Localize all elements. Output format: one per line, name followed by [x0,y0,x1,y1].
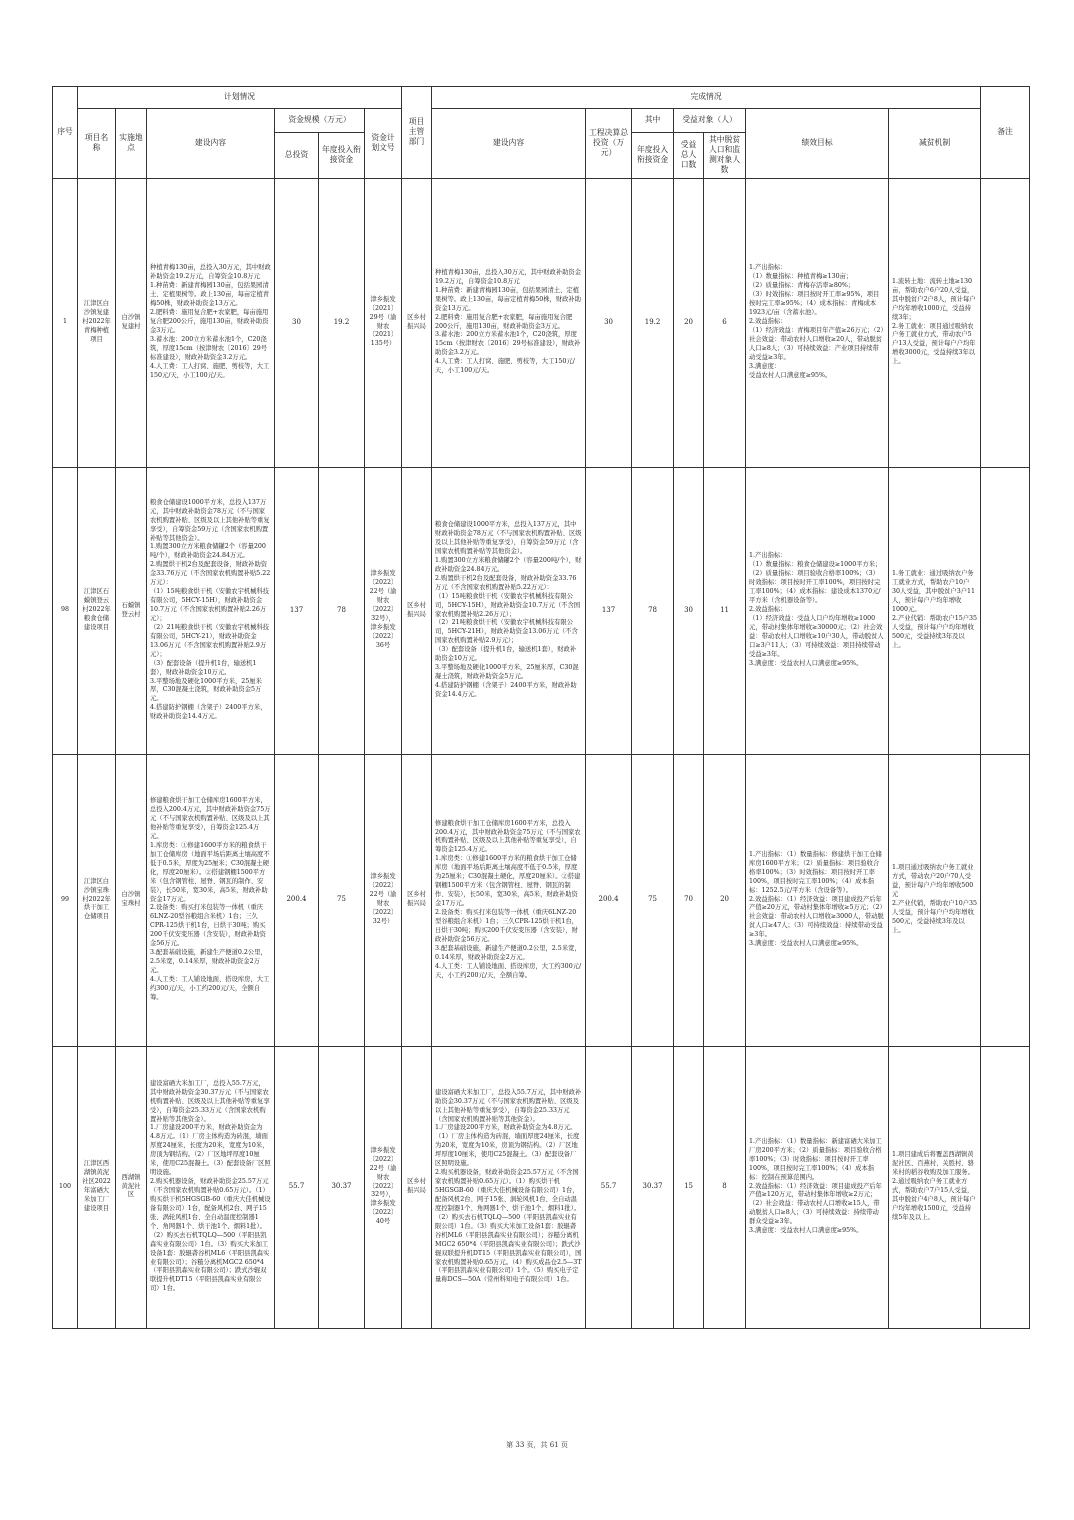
row-seq: 98 [53,467,78,754]
row-final-invest: 137 [586,467,632,754]
row-benef-poor: 11 [704,467,746,754]
row-dept: 区乡村振兴局 [402,1046,432,1328]
row-fund-doc: 津乡振发〔2022〕22号（渝财农〔2022〕32号） [365,754,402,1046]
header-poverty-mech: 减贫机制 [889,109,981,179]
row-fund-doc: 津乡振发〔2022〕22号（渝财农〔2022〕32号），津乡振发〔2022〕36号 [365,467,402,754]
header-done-annual-fund: 年度投入衔接资金 [632,133,674,179]
header-benef-poor: 其中脱贫人口和监测对象人数 [704,133,746,179]
row-final-invest: 55.7 [586,1046,632,1328]
header-done-content: 建设内容 [432,109,586,179]
header-remark: 备注 [981,87,1030,179]
row-remark [981,178,1030,467]
header-fund-doc: 资金计划文号 [365,109,402,179]
row-project-name: 江津区石蟆镇登云村2022年粮食仓储建设项目 [78,467,116,754]
row-project-name: 江津区白沙镇宝珠村2022年烘干加工仓储项目 [78,754,116,1046]
row-seq: 100 [53,1046,78,1328]
row-seq: 99 [53,754,78,1046]
header-fund-scale: 资金规模（万元） [275,109,365,133]
header-seq: 序号 [53,87,78,179]
row-poverty-mech: 1.务工就业：通过吸纳农户务工就业方式，帮助农户10户30人受益，其中脱贫户3户11人，预计每户户均年增收1000元。 2.产业代销：帮助农户15户35人受益，预计每户户均年增收500元，受益持续3年及以上。 [889,467,981,754]
header-plan-group: 计划情况 [78,87,402,109]
row-total-invest: 30 [275,178,319,467]
row-dept: 区乡村振兴局 [402,467,432,754]
row-poverty-mech: 1.项目建成后将覆盖西湖镇黄泥社区、百燕村、关胜村、骆米村的稻谷收购及加工服务。 2.通过吸纳农户务工就业方式，帮助农户7户15人受益，其中脱贫户4户8人，预计每户户均年增收1500元，受益持续5年及以上。 [889,1046,981,1328]
row-remark [981,467,1030,754]
row-annual-fund: 19.2 [319,178,365,467]
header-dept: 项目主管部门 [402,87,432,179]
row-annual-fund: 30.37 [319,1046,365,1328]
row-final-invest: 30 [586,178,632,467]
row-done-annual-fund: 19.2 [632,178,674,467]
row-content: 种植青梅130亩，总投入30万元，其中财政补助资金19.2万元，自筹资金10.8万元 1.种苗费：新建青梅园130亩，包括果园清土、定植果树等。政上130亩，每亩定植青梅50株，财政补助资金13万元。 2.肥料费：施用复合肥+农家肥，每亩施用复合肥200公斤，施用130亩，财政补助资金3万元。 3.蓄水池：200立方米蓄水池1个，C20浇筑，厚度15cm（按津财农〔2016〕29号标准建设），财政补助资金3.2万元。 4.人工费：工人打窝、施肥、剪枝等，大工150元/天，小工100元/天。 [147,178,275,467]
row-fund-doc: 津乡振发〔2021〕29号（渝财农〔2021〕135号） [365,178,402,467]
row-done-annual-fund: 30.37 [632,1046,674,1328]
row-benef-total: 70 [674,754,704,1046]
row-done-annual-fund: 78 [632,467,674,754]
row-content: 粮食仓储建设1000平方米，总投入137万元，其中财政补助资金78万元（不与国家农机购置补贴、区级及以上其他补贴等重复享受），自筹资金59万元（含国家农机购置补贴等其他资金）。 1.购置300立方米粮食储罐2个（容量200吨/个），财政补助资金24.84万元。 2.购置烘干机2台及配套设备，财政补助资金33.76万元（不含国家农机购置补贴5.22万元）： （1）15吨粮食烘干机（安徽农宇机械科技有限公司，5HCY-15H），财政补助资金10.7万元（不含国家农机购置补贴2.26万元）； （2）21吨粮食烘干机（安徽农宇机械科技有限公司，5HCY-21），财政补助资金13.06万元（不含国家农机购置补贴2.9万元）； （3）配套设备（提升机1台，输送机1套），财政补助资金10万元。 3.平整场地及硬化1000平方米，25厘米厚，C30混凝土浇筑，财政补助资金5万元。 4.搭建防护钢棚（含架子）2400平方米，财政补助资金14.4万元。 [147,467,275,754]
row-location: 白沙镇复建村 [116,178,147,467]
row-content: 建设富硒大米加工厂，总投入55.7万元，其中财政补助资金30.37万元（不与国家农机购置补贴、区级及以上其他补贴等重复享受），自筹资金25.33万元（含国家农机购置补贴等其他资金）。 1.厂房建设200平方米，财政补助资金为4.8万元。（1）厂房主体构造为砖混，墙面厚度24厘米，长度为20米，宽度为10米，房顶为钢结构。（2）厂区地坪厚度10厘米，使用C25混凝土。（3）配套设备厂区照明设施。 2.购买机器设备，财政补助资金25.57万元（不含国家农机购置补贴0.65万元）。（1）购买烘干机5HGSGB-60（重庆大佳机械设备有限公司）1台，配备风机2台、网子15张、涡轮风机1台、全自动温度控制器1个、角网器1个、烘干池1个、烟料1批）。（2）购买去石机TQLQ—500（平阳县凯森实业有限公司）1台。（3）购买大米加工设备1套：胶辊砻谷机ML6（平阳县凯森实业有限公司）；谷糙分离机MGC2 650*4（平阳县凯森实业有限公司）；跌式沙辊双联提升机DT15（平阳县凯森实业有限公司）1台。 [147,1046,275,1328]
row-location: 西湖镇黄泥社区 [116,1046,147,1328]
row-benef-poor: 8 [704,1046,746,1328]
row-done-annual-fund: 75 [632,754,674,1046]
row-done-content: 修建粮食烘干加工仓储库房1600平方米，总投入200.4万元，其中财政补助资金75万元（不与国家农机购置补贴、区级及以上其他补贴等重复享受），自筹资金125.4万元。 1.库房类：①修建1600平方米的粮食烘干加工仓储库房（地面平场后距离土壤高度不低于0.5米，厚度为25厘米；C30混凝土硬化，厚度20厘米）。②搭建钢棚1500平方米（包含钢管柱、屋脊、钢瓦的制作、安装），长50米，宽30米，高5米，财政补助资金17万元。 2.设备类：购买打米包装等一体机（重庆6LNZ-20型谷粮组合米机）1台；三久CPR-125烘干机1台，日烘干30吨；购买200千伏安变压器（含安装），财政补助资金56万元。 3.配套基础设施，新建生产便道0.2公里，2.5米宽，0.14米厚，财政补助资金2万元。 4.人工类：工人铺设地面、搭设库房，大工约300元/天，小工约200元/天，全额自筹。 [432,754,586,1046]
row-seq: 1 [53,178,78,467]
row-dept: 区乡村振兴局 [402,754,432,1046]
project-table [52,86,1030,1329]
row-perf-target: 1.产出指标： （1）数量指标：粮食仓储建设≥1000平方米；（2）质量指标：项目验收合格率100%；（3）时效指标：项目按时开工率100%，项目按时完工率100%；（4）成本指标：建设成本1370元/平方米（含机器设备等）。 2.效益指标： （1）经济效益：受益人口户均年增收≥1000元，带动村集体年增收≥30000元；（2）社会效益：带动农村人口增收≥10户30人，带动脱贫人口≥3户11人；（3）可持续效益：项目持续带动受益≥3年。 3.满意度：受益农村人口满意度≥95%。 [746,467,889,754]
table-row [53,1046,1030,1328]
header-perf-target: 绩效目标 [746,109,889,179]
row-benef-total: 20 [674,178,704,467]
header-content: 建设内容 [147,109,275,179]
row-dept: 区乡村振兴局 [402,178,432,467]
row-benef-poor: 6 [704,178,746,467]
row-total-invest: 55.7 [275,1046,319,1328]
header-beneficiary: 受益对象（人） [674,109,746,133]
row-perf-target: 1.产出指标：（1）数量指标：修建烘干加工仓储库房1600平方米；（2）质量指标：项目验收合格率100%；（3）时效指标：项目按时开工率100%，项目按时完工率100%；（4）成本指标：1252.5元/平方米（含设备等）。 2.效益指标：（1）经济效益：项目建成投产后年产值≥20万元，带动村集体年增收≥5万元；（2）社会效益：带动农村人口增收≥3000人，带动脱贫人口≥47人；（3）可持续效益：持续带动受益≥3年。 3.满意度：受益农村人口满意度≥95%。 [746,754,889,1046]
row-annual-fund: 75 [319,754,365,1046]
table-row [53,178,1030,467]
row-perf-target: 1.产出指标： （1）数量指标：种植青梅≥130亩； （2）质量指标：青梅存活率≥80%； （3）时效指标：项目按时开工率≥95%，项目按时完工率≥95%；（4）成本指标：青梅成本1923元/亩（含蓄水池）。 2.效益指标： （1）经济效益：青梅项目年产值≥26万元；（2）社会效益：带动农村人口增收≥20人，带动脱贫人口≥8人；（3）可持续效益：产业项目持续带动受益≥3年。 3.满意度： 受益农村人口满意度≥95%。 [746,178,889,467]
row-location: 白沙镇宝珠村 [116,754,147,1046]
header-total-invest: 总投资 [275,133,319,179]
row-done-content: 种植青梅130亩，总投入30万元，其中财政补助资金19.2万元，自筹资金10.8万元 1.种苗费：新建青梅园130亩，包括果园清土、定植果树等。政上130亩，每亩定植青梅50株，财政补助资金13万元。 2.肥料费：施用复合肥+农家肥，每亩施用复合肥200公斤，施用130亩，财政补助资金3万元。 3.蓄水池：200立方米蓄水池1个，C20浇筑，厚度15cm（按津财农〔2016〕29号标准建设），财政补助资金3.2万元。 4.人工费：工人打窝、施肥、剪枝等，大工150元/天，小工100元/天。 [432,178,586,467]
header-project-name: 项目名称 [78,109,116,179]
row-project-name: 江津区白沙镇复建村2022年青梅种植项目 [78,178,116,467]
row-project-name: 江津区西湖镇黄泥社区2022年富硒大米加工厂建设项目 [78,1046,116,1328]
header-done-group: 完成情况 [432,87,981,109]
project-table-sheet [52,86,1029,1329]
header-benef-total: 受益总人口数 [674,133,704,179]
row-location: 石蟆镇登云村 [116,467,147,754]
header-final-invest: 工程决算总投资（万元） [586,109,632,179]
row-done-content: 建设富硒大米加工厂，总投入55.7万元，其中财政补助资金30.37万元（不与国家农机购置补贴、区级及以上其他补贴等重复享受），自筹资金25.33万元（含国家农机购置补贴等其他资金）。 1.厂房建设200平方米，财政补助资金为4.8万元。（1）厂房主体构造为砖混，墙面厚度24厘米，长度为20米，宽度为10米，房顶为钢结构。（2）厂区地坪厚度10厘米，使用C25混凝土。（3）配套设备厂区照明设施。 2.购买机器设备，财政补助资金25.57万元（不含国家农机购置补贴0.65万元）。（1）购买烘干机5HGSGB-60（重庆大佳机械设备有限公司）1台，配备风机2台、网子15张、涡轮风机1台、全自动温度控制器1个、角网器1个、烘干池1个、烟料1批）。（2）购买去石机TQLQ—500（平阳县凯森实业有限公司）1台。（3）购买大米加工设备1套：胶辊砻谷机ML6（平阳县凯森实业有限公司）；谷糙分离机MGC2 650*4（平阳县凯森实业有限公司）；跌式沙辊双联提升机DT15（平阳县凯森实业有限公司），国家农机购置补贴0.65万元。（4）购买成品仓2.5—3T（平阳县凯森实业有限公司）1个。（5）购买电子定量称DCS—50A（常州科知电子有限公司）1台。 [432,1046,586,1328]
row-poverty-mech: 1.流转土地：流转土地≥130亩，帮助农户6户20人受益，其中脱贫户2户8人，预计每户户均年增收1000元，受益持续3年； 2.务工就业：项目通过吸纳农户务工就业方式，带动农户5户13人受益，预计每户户均年增收3000元，受益持续3年以上。 [889,178,981,467]
row-total-invest: 137 [275,467,319,754]
row-poverty-mech: 1.项目通过吸纳农户务工就业方式，带动农户20户70人受益，预计每户户均年增收500元 2.产业代销，帮助农户10户35人受益，预计每户户均年增收500元，受益持续3年及以上。 [889,754,981,1046]
row-final-invest: 200.4 [586,754,632,1046]
table-row [53,467,1030,754]
row-remark [981,754,1030,1046]
header-location: 实施地点 [116,109,147,179]
row-perf-target: 1.产出指标：（1）数量指标：新建富硒大米加工厂房200平方米；（2）质量指标：项目验收合格率100%；（3）时效指标：项目按时开工率100%，项目按时完工率100%；（4）成本指标：控制在预算范围内。 2.效益指标：（1）经济效益：项目建成投产后年产值≥120万元，带动村集体年增收≥2万元；（2）社会效益：带动农村人口增收≥15人，带动脱贫人口≥8人；（3）可持续效益：持续带动群众受益≥3年。 3.满意度：受益农村人口满意度≥95%。 [746,1046,889,1328]
row-content: 修建粮食烘干加工仓储库房1600平方米，总投入200.4万元，其中财政补助资金75万元（不与国家农机购置补贴、区级及以上其他补贴等重复享受），自筹资金125.4万元。 1.库房类：①修建1600平方米的粮食烘干加工仓储库房（地面平场后距离土壤高度不低于0.5米，厚度为25厘米；C30混凝土硬化，厚度20厘米）。②搭建钢棚1500平方米（包含钢管柱、屋脊、钢瓦的制作、安装），长50米，宽30米，高5米，财政补助资金17万元。 2.设备类：购买打米包装等一体机（重庆6LNZ-20型谷粮组合米机）1台；三久CPR-125烘干机1台，日烘干30吨；购买200千伏安变压器（含安装），财政补助资金56万元。 3.配套基础设施，新建生产便道0.2公里，2.5米宽，0.14米厚，财政补助资金2万元。 4.人工类：工人铺设地面、搭设库房，大工约300元/天，小工约200元/天，全额自筹。 [147,754,275,1046]
row-remark [981,1046,1030,1328]
table-row [53,754,1030,1046]
row-annual-fund: 78 [319,467,365,754]
row-benef-poor: 20 [704,754,746,1046]
header-annual-fund: 年度投入衔接资金 [319,133,365,179]
row-fund-doc: 津乡振发〔2022〕22号（渝财农〔2022〕32号），津乡振发〔2022〕40号 [365,1046,402,1328]
row-benef-total: 15 [674,1046,704,1328]
header-of-which: 其中 [632,109,674,133]
row-total-invest: 200.4 [275,754,319,1046]
page-number: 第 33 页，共 61 页 [506,1441,568,1449]
row-done-content: 粮食仓储建设1000平方米，总投入137万元，其中财政补助资金78万元（不与国家农机购置补贴、区级及以上其他补贴等重复享受），自筹资金59万元（含国家农机购置补贴等其他资金）。 1.购置300立方米粮食储罐2个（容量200吨/个），财政补助资金24.84万元。 2.购置烘干机2台及配套设备，财政补助资金33.76万元（不含国家农机购置补贴5.22万元）： （1）15吨粮食烘干机（安徽农宇机械科技有限公司，5HCY-15H），财政补助资金10.7万元（不含国家农机购置补贴2.26万元）； （2）21吨粮食烘干机（安徽农宇机械科技有限公司，5HCY-21H），财政补助资金13.06万元（不含国家农机购置补贴2.9万元）； （3）配套设备（提升机1台，输送机1套），财政补助资金10万元。 3.平整场地及硬化1000平方米，25厘米厚，C30混凝土浇筑，财政补助资金5万元。 4.搭建防护钢棚（含架子）2400平方米，财政补助资金14.4万元。 [432,467,586,754]
row-benef-total: 30 [674,467,704,754]
